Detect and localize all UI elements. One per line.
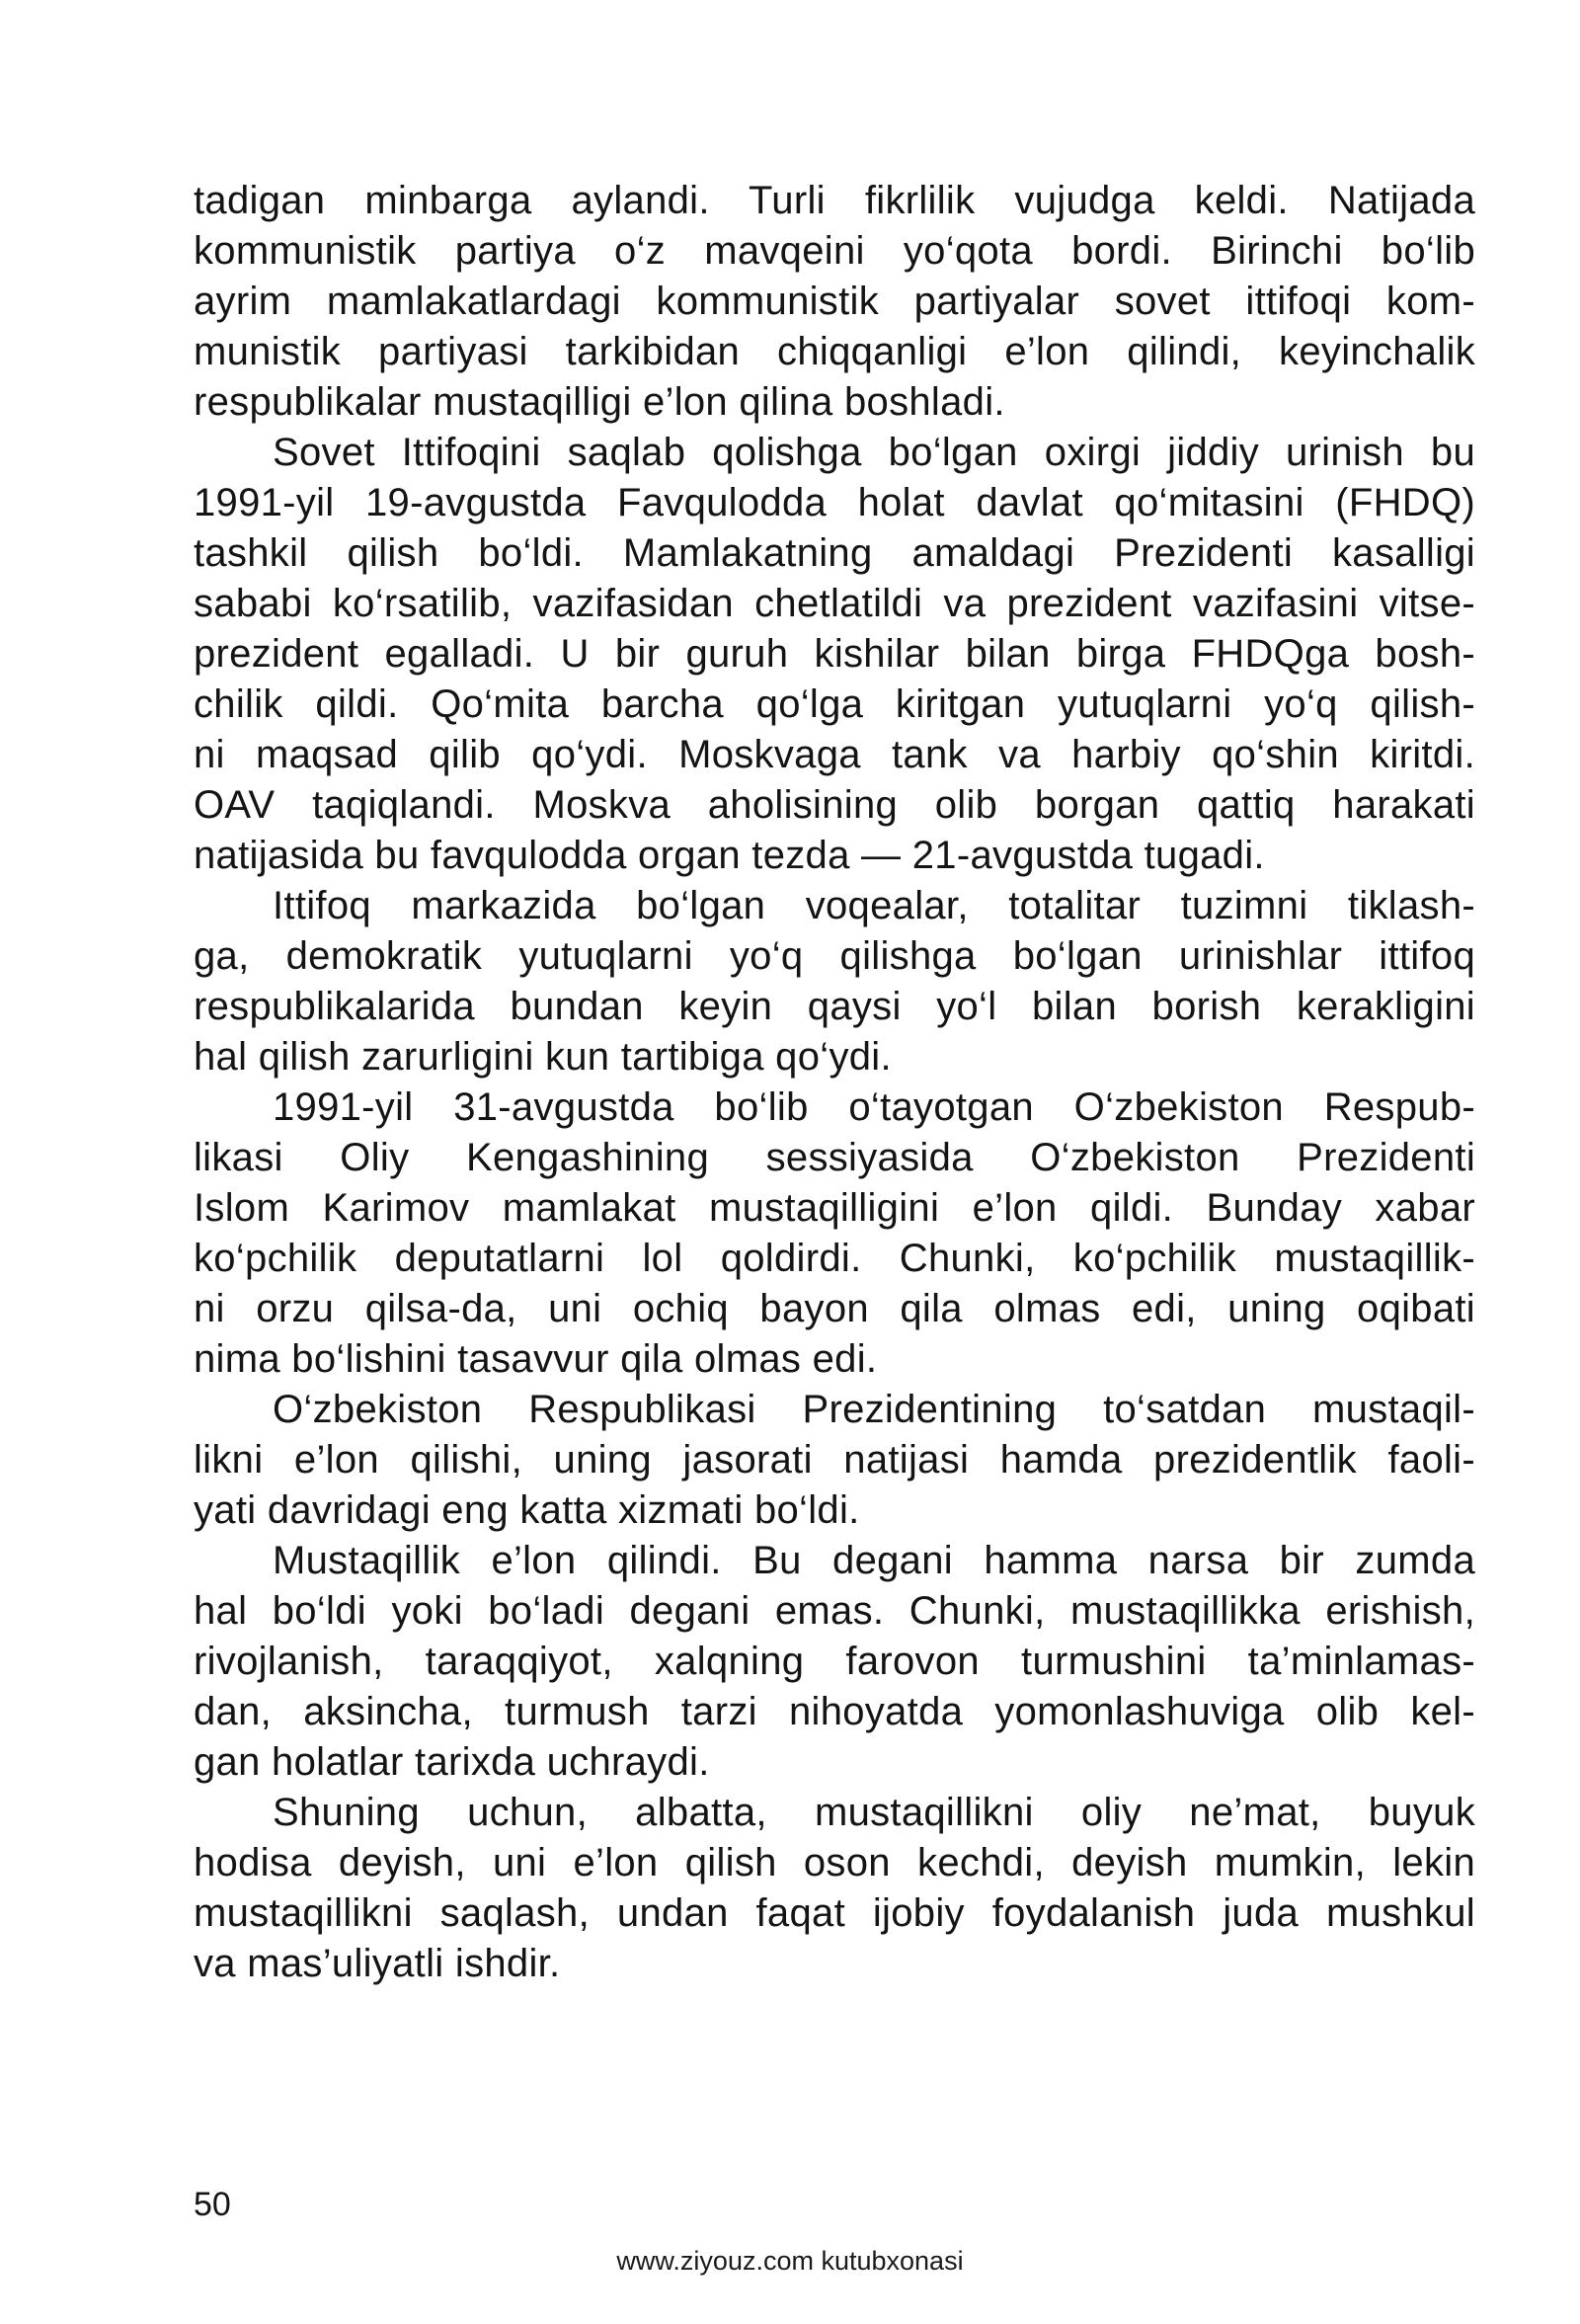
text-line: respublikalarida bundan keyin qaysi yo‘l bilan borish kerakligini bbox=[194, 985, 1475, 1028]
text-line: chilik qildi. Qo‘mita barcha qo‘lga kiritgan yutuqlarni yo‘q qilish- bbox=[194, 682, 1475, 726]
text-line: tashkil qilish bo‘ldi. Mamlakatning amaldagi Prezidenti kasalligi bbox=[194, 531, 1475, 575]
text-line: gan holatlar tarixda uchraydi. bbox=[194, 1740, 710, 1784]
page-number: 50 bbox=[194, 2186, 231, 2223]
text-line: rivojlanish, taraqqiyot, xalqning farovon turmushini ta’minlamas- bbox=[194, 1640, 1475, 1683]
text-line: Shuning uchun, albatta, mustaqillikni oliy ne’mat, buyuk bbox=[273, 1791, 1475, 1834]
text-line: hal bo‘ldi yoki bo‘ladi degani emas. Chunki, mustaqillikka erishish, bbox=[194, 1589, 1475, 1633]
text-line: ni orzu qilsa-da, uni ochiq bayon qila olmas edi, uning oqibati bbox=[194, 1287, 1475, 1330]
text-line: likasi Oliy Kengashining sessiyasida O‘zbekiston Prezidenti bbox=[194, 1136, 1475, 1179]
text-line: sababi ko‘rsatilib, vazifasidan chetlatildi va prezident vazifasini vitse- bbox=[194, 582, 1475, 625]
footer-watermark: www.ziyouz.com kutubxonasi bbox=[616, 2246, 964, 2276]
paragraph bbox=[194, 1536, 1475, 1788]
paragraph bbox=[194, 1788, 1475, 1989]
paragraph bbox=[194, 428, 1475, 881]
text-line: tadigan minbarga aylandi. Turli fikrlilik vujudga keldi. Natijada bbox=[194, 179, 1475, 222]
text-line: nima bo‘lishini tasavvur qila olmas edi. bbox=[194, 1337, 878, 1381]
text-line: OAV taqiqlandi. Moskva aholisining olib borgan qattiq harakati bbox=[194, 783, 1475, 827]
text-line: ko‘pchilik deputatlarni lol qoldirdi. Chunki, ko‘pchilik mustaqillik- bbox=[194, 1237, 1475, 1280]
text-line: respublikalar mustaqilligi e’lon qilina boshladi. bbox=[194, 380, 1005, 424]
text-line: hodisa deyish, uni e’lon qilish oson kechdi, deyish mumkin, lekin bbox=[194, 1841, 1475, 1884]
text-line: 1991-yil 31-avgustda bo‘lib o‘tayotgan O‘zbekiston Respub- bbox=[273, 1085, 1475, 1129]
text-line: Ittifoq markazida bo‘lgan voqealar, totalitar tuzimni tiklash- bbox=[273, 884, 1475, 927]
body-text bbox=[194, 176, 1475, 1989]
text-line: kommunistik partiya o‘z mavqeini yo‘qota bordi. Birinchi bo‘lib bbox=[194, 229, 1475, 273]
paragraph bbox=[194, 176, 1475, 428]
text-line: munistik partiyasi tarkibidan chiqqanligi e’lon qilindi, keyinchalik bbox=[194, 330, 1475, 373]
text-line: 1991-yil 19-avgustda Favqulodda holat davlat qo‘mitasini (FHDQ) bbox=[194, 481, 1475, 524]
text-line: mustaqillikni saqlash, undan faqat ijobiy foydalanish juda mushkul bbox=[194, 1891, 1475, 1935]
text-line: O‘zbekiston Respublikasi Prezidentining to‘satdan mustaqil- bbox=[273, 1388, 1475, 1431]
paragraph bbox=[194, 1082, 1475, 1385]
paragraph bbox=[194, 1385, 1475, 1536]
text-line: Mustaqillik e’lon qilindi. Bu degani hamma narsa bir zumda bbox=[273, 1539, 1475, 1582]
text-line: natijasida bu favqulodda organ tezda — 21-avgustda tugadi. bbox=[194, 834, 1265, 877]
text-line: ga, demokratik yutuqlarni yo‘q qilishga bo‘lgan urinishlar ittifoq bbox=[194, 934, 1475, 978]
text-line: ni maqsad qilib qo‘ydi. Moskvaga tank va harbiy qo‘shin kiritdi. bbox=[194, 733, 1475, 776]
text-line: Islom Karimov mamlakat mustaqilligini e’lon qildi. Bunday xabar bbox=[194, 1186, 1475, 1230]
text-line: yati davridagi eng katta xizmati bo‘ldi. bbox=[194, 1488, 860, 1532]
text-line: likni e’lon qilishi, uning jasorati natijasi hamda prezidentlik faoli- bbox=[194, 1438, 1475, 1482]
text-line: va mas’uliyatli ishdir. bbox=[194, 1942, 561, 1985]
text-line: hal qilish zarurligini kun tartibiga qo‘ydi. bbox=[194, 1035, 892, 1079]
text-line: Sovet Ittifoqini saqlab qolishga bo‘lgan oxirgi jiddiy urinish bu bbox=[273, 431, 1475, 474]
text-line: prezident egalladi. U bir guruh kishilar bilan birga FHDQga bosh- bbox=[194, 632, 1475, 676]
text-line: dan, aksincha, turmush tarzi nihoyatda yomonlashuviga olib kel- bbox=[194, 1690, 1475, 1733]
text-line: ayrim mamlakatlardagi kommunistik partiyalar sovet ittifoqi kom- bbox=[194, 280, 1475, 323]
paragraph bbox=[194, 881, 1475, 1082]
